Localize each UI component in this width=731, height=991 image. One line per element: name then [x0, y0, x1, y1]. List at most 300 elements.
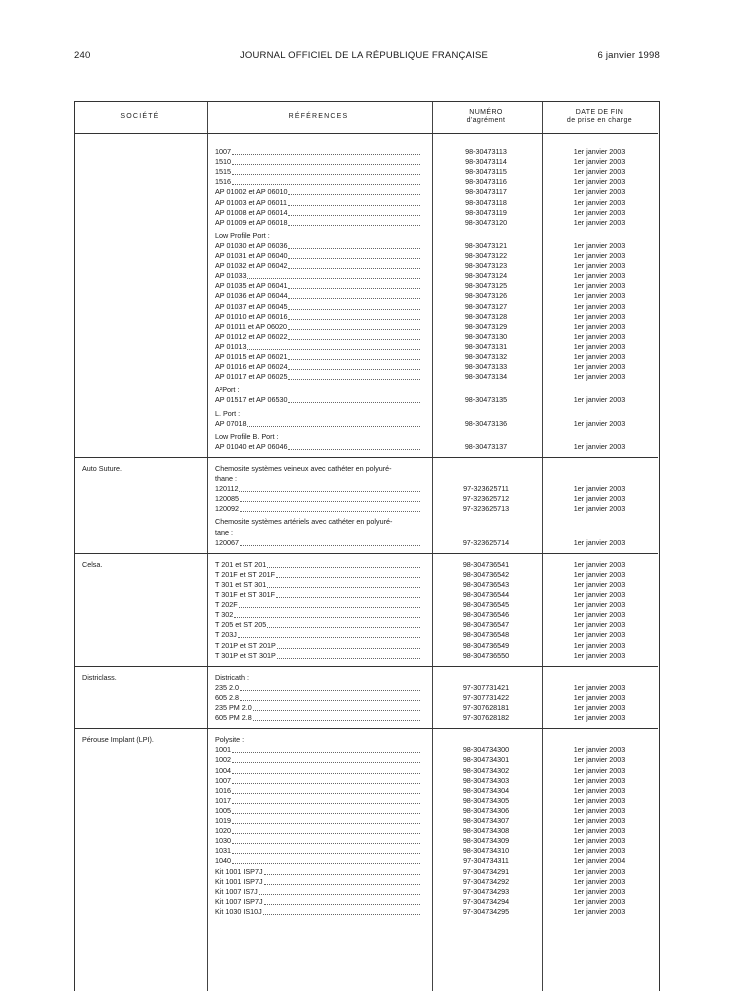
table-row — [74, 651, 658, 661]
page-number: 240 — [74, 50, 91, 61]
reference-text: 120092 — [215, 504, 239, 514]
dot-leader — [276, 570, 420, 578]
agreement-number: 97-323625711 — [463, 484, 509, 494]
end-date: 1er janvier 2003 — [573, 826, 626, 836]
dot-leader — [288, 187, 420, 195]
table-row — [74, 620, 658, 630]
agreement-number: 98-30473126 — [464, 291, 508, 301]
reference-text: AP 01013 — [215, 341, 247, 351]
end-date: 1er janvier 2003 — [573, 590, 626, 599]
table-row — [74, 474, 658, 484]
table-row — [74, 528, 658, 538]
end-date: 1er janvier 2003 — [573, 494, 626, 504]
dot-leader — [240, 504, 420, 512]
table-row — [74, 241, 658, 251]
table-row — [74, 332, 658, 342]
reference-cell — [215, 312, 420, 322]
dot-leader — [232, 745, 420, 753]
reference-text: Chemosite systèmes veineux avec cathéter en polyuré- — [215, 463, 392, 473]
end-date: 1er janvier 2003 — [573, 906, 626, 916]
reference-cell — [215, 580, 420, 590]
reference-text: thane : — [215, 474, 237, 483]
end-date: 1er janvier 2003 — [573, 866, 626, 876]
reference-text: Polysite : — [215, 735, 245, 745]
reference-text: A²Port : — [215, 385, 240, 395]
dot-leader — [259, 887, 420, 895]
table-row — [74, 208, 658, 218]
table-row — [74, 198, 658, 208]
table-row — [74, 887, 658, 897]
table-row — [74, 673, 658, 683]
reference-cell — [215, 836, 420, 846]
table-row — [74, 703, 658, 713]
agreement-number: 98-30473118 — [465, 197, 507, 207]
end-date: 1er janvier 2003 — [573, 600, 626, 610]
agreement-number: 97-304734294 — [462, 896, 510, 906]
dot-leader — [253, 713, 420, 721]
dot-leader — [288, 208, 420, 216]
table-row — [74, 167, 658, 177]
table-row — [74, 745, 658, 755]
agreement-number: 98-304734306 — [462, 805, 510, 815]
dot-leader — [232, 755, 420, 763]
reference-cell — [215, 231, 270, 241]
agreement-number: 98-30473116 — [465, 177, 507, 187]
reference-cell — [215, 442, 420, 452]
reference-cell — [215, 187, 420, 197]
publication-date: 6 janvier 1998 — [597, 50, 660, 61]
dot-leader — [288, 241, 420, 249]
table-row — [74, 538, 658, 548]
table-row — [74, 385, 658, 395]
reference-text: T 301 et ST 301 — [215, 579, 267, 589]
reference-text: 605 PM 2.8 — [215, 713, 252, 723]
agreement-number: 98-30473113 — [465, 147, 507, 156]
end-date: 1er janvier 2003 — [573, 886, 626, 896]
reference-text: AP 01017 et AP 06025 — [215, 372, 288, 382]
dot-leader — [288, 251, 420, 259]
reference-cell — [215, 271, 420, 281]
reference-text: AP 01037 et AP 06045 — [215, 301, 288, 311]
end-date: 1er janvier 2003 — [573, 846, 626, 856]
end-date: 1er janvier 2003 — [573, 311, 626, 321]
table-row — [74, 590, 658, 600]
agreement-number: 97-307731421 — [462, 682, 510, 692]
agreement-number: 98-30473119 — [465, 207, 507, 217]
dot-leader — [232, 177, 420, 185]
end-date: 1er janvier 2003 — [573, 795, 626, 805]
end-date: 1er janvier 2003 — [573, 167, 626, 177]
dot-leader — [232, 147, 420, 155]
reference-text: AP 01032 et AP 06042 — [215, 261, 288, 271]
reference-text: 120085 — [215, 494, 239, 504]
table-row — [74, 836, 658, 846]
reference-text: 120067 — [215, 537, 239, 547]
table-row — [74, 560, 658, 570]
dot-leader — [232, 786, 420, 794]
dot-leader — [232, 836, 420, 844]
table-row — [74, 177, 658, 187]
reference-text: AP 01031 et AP 06040 — [215, 251, 288, 260]
reference-text: T 301F et ST 301F — [215, 590, 276, 599]
end-date: 1er janvier 2003 — [573, 630, 626, 640]
agreement-number: 97-304734292 — [462, 876, 510, 886]
dot-leader — [288, 395, 420, 403]
table-row — [74, 464, 658, 474]
dot-leader — [288, 362, 420, 370]
reference-cell — [215, 713, 420, 723]
end-date: 1er janvier 2003 — [573, 484, 626, 494]
reference-text: AP 01033 — [215, 271, 247, 281]
end-date: 1er janvier 2003 — [573, 187, 626, 197]
header-numero — [431, 101, 541, 133]
reference-cell — [215, 590, 420, 600]
section-separator — [74, 666, 658, 667]
reference-text: 1004 — [215, 765, 231, 775]
end-date: 1er janvier 2003 — [573, 785, 626, 795]
end-date: 1er janvier 2003 — [573, 197, 626, 207]
dot-leader — [267, 580, 420, 588]
agreement-number: 98-30473120 — [464, 217, 508, 227]
reference-text: T 302 — [215, 610, 234, 620]
agreement-number: 98-304734300 — [462, 745, 510, 755]
table-row — [74, 610, 658, 620]
end-date: 1er janvier 2003 — [573, 805, 626, 815]
end-date: 1er janvier 2003 — [573, 755, 626, 765]
agreement-number: 98-304734304 — [462, 785, 510, 795]
end-date: 1er janvier 2003 — [573, 441, 626, 451]
end-date: 1er janvier 2003 — [573, 703, 626, 712]
table-row — [74, 271, 658, 281]
dot-leader — [288, 281, 420, 289]
agreement-number: 97-323625713 — [462, 504, 510, 514]
reference-text: AP 07018 — [215, 418, 247, 428]
end-date: 1er janvier 2003 — [573, 745, 626, 755]
dot-leader — [288, 442, 420, 450]
reference-cell — [215, 241, 420, 251]
agreement-number: 98-30473134 — [464, 372, 508, 382]
dot-leader — [247, 271, 420, 279]
end-date: 1er janvier 2003 — [573, 692, 626, 702]
reference-text: AP 01517 et AP 06530 — [215, 395, 288, 405]
agreement-number: 97-307628182 — [462, 713, 510, 723]
end-date: 1er janvier 2003 — [573, 559, 626, 569]
reference-cell — [215, 735, 244, 745]
reference-cell — [215, 673, 249, 683]
header-date — [541, 101, 658, 133]
reference-text: AP 01035 et AP 06041 — [215, 281, 288, 291]
dot-leader — [267, 560, 420, 568]
reference-text: Low Profile B. Port : — [215, 431, 279, 441]
end-date: 1er janvier 2003 — [573, 537, 626, 547]
reference-cell — [215, 281, 420, 291]
table-row — [74, 600, 658, 610]
agreement-number: 98-304736550 — [462, 650, 510, 660]
end-date: 1er janvier 2003 — [573, 620, 626, 630]
table-row — [74, 755, 658, 765]
agreement-number: 98-304736545 — [462, 600, 510, 610]
agreement-number: 98-30473125 — [464, 281, 508, 291]
table-row — [74, 419, 658, 429]
dot-leader — [240, 538, 420, 546]
agreement-number: 98-30473121 — [464, 240, 508, 250]
end-date: 1er janvier 2003 — [573, 372, 626, 382]
agreement-number: 98-30473123 — [464, 261, 508, 271]
reference-text: AP 01040 et AP 06046 — [215, 441, 288, 451]
reference-text: AP 01011 et AP 06020 — [215, 321, 287, 331]
reference-text: 1515 — [215, 167, 231, 177]
table-row — [74, 907, 658, 917]
header-date-line2: de prise en charge — [566, 117, 633, 124]
end-date: 1er janvier 2003 — [573, 836, 626, 846]
reference-text: AP 01010 et AP 06016 — [215, 311, 288, 321]
table-row — [74, 570, 658, 580]
table-row — [74, 261, 658, 271]
reference-text: 1007 — [215, 775, 231, 785]
reference-text: 1510 — [215, 157, 231, 167]
dot-leader — [276, 590, 420, 598]
reference-cell — [215, 432, 279, 442]
table-row — [74, 786, 658, 796]
company-name: Celsa. — [82, 559, 103, 569]
dot-leader — [232, 846, 420, 854]
reference-cell — [215, 683, 420, 693]
reference-cell — [215, 372, 420, 382]
reference-text: L. Port : — [215, 408, 241, 418]
agreement-number: 98-30473137 — [464, 441, 508, 451]
section-separator — [74, 553, 658, 554]
table-row — [74, 735, 658, 745]
reference-text: 120112 — [215, 484, 239, 494]
reference-text: Chemosite systèmes artériels avec cathéter en polyuré- — [215, 517, 393, 527]
agreement-number: 98-304734309 — [462, 836, 510, 846]
reference-text: T 201F et ST 201F — [215, 569, 276, 579]
agreement-number: 97-304734291 — [462, 866, 510, 876]
table-row — [74, 157, 658, 167]
end-date: 1er janvier 2003 — [573, 876, 626, 886]
dot-leader — [239, 484, 420, 492]
end-date: 1er janvier 2003 — [573, 157, 626, 167]
section-separator — [74, 728, 658, 729]
reference-text: Districath : — [215, 672, 249, 682]
end-date: 1er janvier 2003 — [573, 291, 626, 301]
reference-cell — [215, 786, 420, 796]
table-row — [74, 806, 658, 816]
table-row — [74, 372, 658, 382]
agreement-number: 97-304734295 — [462, 906, 510, 916]
dot-leader — [288, 372, 420, 380]
reference-cell — [215, 570, 420, 580]
end-date: 1er janvier 2003 — [573, 775, 626, 785]
reference-text: 1007 — [215, 147, 231, 156]
table-row — [74, 766, 658, 776]
reference-text: T 205 et ST 205 — [215, 620, 267, 630]
agreement-number: 97-307731422 — [462, 692, 510, 702]
table-row — [74, 312, 658, 322]
reference-cell — [215, 464, 392, 474]
reference-cell — [215, 651, 420, 661]
reference-cell — [215, 796, 420, 806]
reference-text: T 201 et ST 201 — [215, 559, 267, 569]
agreement-number: 97-323625712 — [462, 494, 510, 504]
table-row — [74, 776, 658, 786]
reference-cell — [215, 352, 420, 362]
table-row — [74, 816, 658, 826]
company-name: Pérouse Implant (LPI). — [82, 735, 154, 745]
reference-text: AP 01012 et AP 06022 — [215, 331, 288, 341]
reference-cell — [215, 560, 420, 570]
dot-leader — [288, 198, 420, 206]
end-date: 1er janvier 2003 — [573, 341, 626, 351]
table-row — [74, 302, 658, 312]
agreement-number: 98-30473124 — [464, 271, 508, 281]
dot-leader — [288, 332, 420, 340]
reference-cell — [215, 362, 420, 372]
dot-leader — [232, 776, 420, 784]
header-references-label: RÉFÉRENCES — [288, 113, 349, 120]
table-row — [74, 409, 658, 419]
reference-text: 1030 — [215, 836, 231, 846]
end-date: 1er janvier 2003 — [573, 177, 626, 187]
reference-cell — [215, 856, 420, 866]
reference-cell — [215, 177, 420, 187]
table-row — [74, 517, 658, 527]
table-row — [74, 856, 658, 866]
table-row — [74, 322, 658, 332]
table-row — [74, 826, 658, 836]
reference-text: AP 01016 et AP 06024 — [215, 362, 288, 372]
end-date: 1er janvier 2003 — [573, 207, 626, 217]
table-row — [74, 494, 658, 504]
table-row — [74, 580, 658, 590]
reference-cell — [215, 776, 420, 786]
agreement-number: 98-30473135 — [464, 395, 508, 405]
end-date: 1er janvier 2003 — [573, 418, 626, 428]
reference-cell — [215, 504, 420, 514]
dot-leader — [232, 856, 420, 864]
end-date: 1er janvier 2003 — [573, 504, 626, 514]
agreement-number: 98-304736542 — [462, 569, 510, 579]
end-date: 1er janvier 2003 — [573, 896, 626, 906]
reference-text: Kit 1007 ISP7J — [215, 896, 263, 906]
agreement-number: 98-304736548 — [462, 630, 510, 640]
reference-cell — [215, 322, 420, 332]
agreement-number: 98-30473136 — [464, 418, 508, 428]
dot-leader — [234, 610, 420, 618]
reference-cell — [215, 251, 420, 261]
reference-cell — [215, 419, 420, 429]
reference-text: 1516 — [215, 177, 231, 187]
agreement-number: 97-307628181 — [462, 703, 510, 712]
end-date: 1er janvier 2003 — [573, 261, 626, 271]
table-row — [74, 693, 658, 703]
reference-cell — [215, 907, 420, 917]
reference-cell — [215, 342, 420, 352]
end-date: 1er janvier 2003 — [573, 610, 626, 620]
reference-text: 1020 — [215, 826, 231, 836]
agreement-number: 98-304736547 — [462, 620, 510, 630]
reference-text: AP 01036 et AP 06044 — [215, 291, 288, 301]
agreement-number: 98-304736541 — [462, 559, 510, 569]
end-date: 1er janvier 2003 — [573, 251, 626, 260]
agreement-number: 98-304736549 — [462, 640, 510, 650]
agreement-number: 98-30473130 — [464, 331, 508, 341]
reference-cell — [215, 528, 233, 538]
dot-leader — [253, 703, 420, 711]
agreement-number: 98-30473131 — [464, 341, 508, 351]
dot-leader — [240, 494, 420, 502]
reference-cell — [215, 755, 420, 765]
reference-text: 235 2.0 — [215, 682, 239, 692]
end-date: 1er janvier 2003 — [573, 321, 626, 331]
reference-cell — [215, 897, 420, 907]
end-date: 1er janvier 2003 — [573, 579, 626, 589]
agreement-number: 98-30473129 — [464, 321, 508, 331]
reference-text: AP 01003 et AP 06011 — [215, 197, 287, 207]
reference-text: 605 2.8 — [215, 692, 239, 702]
table-row — [74, 251, 658, 261]
dot-leader — [238, 630, 420, 638]
dot-leader — [232, 806, 420, 814]
dot-leader — [239, 600, 420, 608]
dot-leader — [240, 683, 420, 691]
end-date: 1er janvier 2003 — [573, 147, 626, 156]
agreement-number: 98-304734307 — [462, 816, 510, 825]
agreement-number: 98-30473114 — [465, 157, 507, 167]
header-date-line1: DATE DE FIN — [575, 109, 624, 116]
table-header — [74, 101, 658, 134]
reference-cell — [215, 517, 392, 527]
agreement-number: 97-323625714 — [462, 537, 510, 547]
reference-cell — [215, 806, 420, 816]
reference-cell — [215, 157, 420, 167]
dot-leader — [232, 796, 420, 804]
page-header — [68, 50, 660, 66]
end-date: 1er janvier 2003 — [573, 569, 626, 579]
reference-text: T 202F — [215, 600, 238, 610]
dot-leader — [264, 877, 420, 885]
company-name: Districlass. — [82, 672, 117, 682]
reference-cell — [215, 630, 420, 640]
reference-text: 1005 — [215, 805, 231, 815]
reference-text: AP 01008 et AP 06014 — [215, 207, 288, 217]
reference-text: AP 01030 et AP 06036 — [215, 240, 288, 250]
header-societe-label: SOCIÉTÉ — [120, 113, 160, 120]
dot-leader — [288, 261, 420, 269]
reference-cell — [215, 610, 420, 620]
dot-leader — [277, 651, 420, 659]
end-date: 1er janvier 2003 — [573, 240, 626, 250]
reference-cell — [215, 846, 420, 856]
reference-cell — [215, 826, 420, 836]
reference-text: AP 01015 et AP 06021 — [215, 352, 288, 361]
end-date: 1er janvier 2003 — [573, 301, 626, 311]
dot-leader — [232, 167, 420, 175]
end-date: 1er janvier 2003 — [573, 682, 626, 692]
end-date: 1er janvier 2003 — [573, 362, 626, 372]
dot-leader — [288, 302, 420, 310]
reference-cell — [215, 409, 240, 419]
end-date: 1er janvier 2003 — [573, 765, 626, 775]
reference-cell — [215, 198, 420, 208]
end-date: 1er janvier 2003 — [573, 713, 626, 723]
table-row — [74, 362, 658, 372]
dot-leader — [240, 693, 420, 701]
reference-cell — [215, 261, 420, 271]
agreement-number: 97-304734311 — [463, 856, 509, 866]
reference-cell — [215, 332, 420, 342]
table-row — [74, 683, 658, 693]
